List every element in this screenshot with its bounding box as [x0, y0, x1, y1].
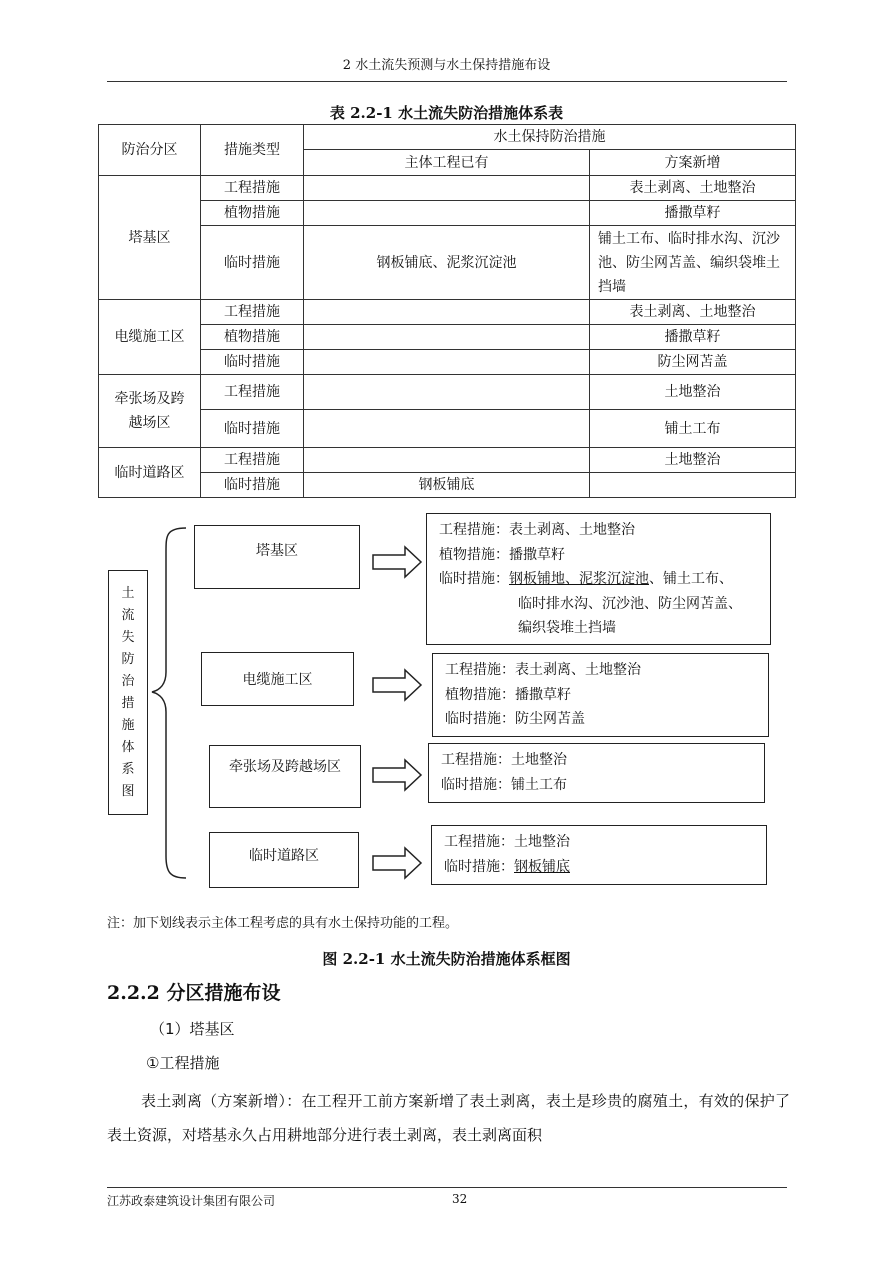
measures-box-tension	[428, 743, 765, 803]
table-cell-zone: 临时道路区	[99, 448, 201, 498]
arrow-icon	[373, 547, 421, 577]
table-cell-type: 工程措施	[201, 176, 304, 201]
table-cell-new: 表土剥离、土地整治	[590, 176, 796, 201]
root-char: 流	[121, 607, 135, 623]
root-char: 治	[121, 673, 135, 689]
table-cell-type: 临时措施	[201, 226, 304, 300]
underlined-existing: 钢板铺地、泥浆沉淀池	[509, 571, 649, 587]
measures-box-road	[431, 825, 767, 885]
measure-temporary: 临时措施：防尘网苫盖	[445, 711, 585, 727]
measure-engineering: 工程措施：表土剥离、土地整治	[439, 522, 635, 538]
table-cell-existing: 钢板铺底、泥浆沉淀池	[304, 226, 590, 300]
table-cell-type: 临时措施	[201, 350, 304, 375]
subsection-heading: （1）塔基区	[150, 1020, 235, 1038]
subsubsection-heading: ①工程措施	[146, 1054, 220, 1072]
footer-divider	[107, 1187, 787, 1188]
zone-label: 塔基区	[256, 543, 298, 559]
measure-plant: 植物措施：播撒草籽	[439, 546, 565, 563]
table-cell-new: 土地整治	[590, 448, 796, 473]
table-cell-new: 表土剥离、土地整治	[590, 300, 796, 325]
measure-engineering: 工程措施：土地整治	[444, 834, 570, 850]
table-header-existing: 主体工程已有	[304, 150, 590, 176]
table-header-type: 措施类型	[201, 125, 304, 176]
arrow-icon	[373, 760, 421, 790]
figure-note: 注：加下划线表示主体工程考虑的具有水土保持功能的工程。	[107, 916, 459, 931]
arrow-icon	[373, 848, 421, 878]
root-char: 失	[121, 629, 135, 645]
measure-prefix: 临时措施：	[444, 858, 514, 875]
measure-plant: 植物措施：播撒草籽	[445, 686, 571, 703]
table-cell-existing: 钢板铺底	[304, 473, 590, 498]
measure-temporary	[439, 567, 758, 592]
table-title: 表 2.2-1 水土流失防治措施体系表	[329, 104, 564, 122]
table-header-zone: 防治分区	[99, 125, 201, 176]
footer-company: 江苏政泰建筑设计集团有限公司	[107, 1194, 276, 1208]
table-cell-type: 临时措施	[201, 473, 304, 498]
measure-temporary	[444, 855, 754, 880]
measure-prefix: 临时措施：	[439, 571, 509, 587]
figure-title: 图 2.2-1 水土流失防治措施体系框图	[322, 950, 571, 968]
root-char: 图	[121, 783, 135, 799]
measure-text: 、铺土工布、	[649, 571, 733, 587]
page-number: 32	[452, 1192, 468, 1206]
zone-label: 电缆施工区	[242, 672, 313, 688]
table-cell-type: 工程措施	[201, 448, 304, 473]
table-cell-type: 植物措施	[201, 201, 304, 226]
zone-label: 牵张场及跨越场区	[229, 758, 341, 775]
running-header: 2 水土流失预测与水土保持措施布设	[342, 58, 551, 73]
table-cell-new: 铺土工布、临时排水沟、沉沙池、防尘网苫盖、编织袋堆土挡墙	[590, 226, 796, 300]
measure-temporary-cont: 临时排水沟、沉沙池、防尘网苫盖、	[518, 595, 742, 612]
zone-label: 临时道路区	[249, 848, 319, 864]
root-char: 系	[121, 761, 135, 777]
measure-engineering: 工程措施：土地整治	[441, 752, 567, 768]
measure-temporary-cont: 编织袋堆土挡墙	[518, 620, 616, 636]
table-cell-zone: 牵张场及跨越场区	[99, 375, 201, 448]
zone-box-tension	[209, 745, 361, 808]
table-cell-new: 播撒草籽	[590, 201, 796, 226]
body-paragraph: 表土剥离（方案新增）：在工程开工前方案新增了表土剥离，表土是珍贵的腐殖土，有效的保护了表土资源，对塔基永久占用耕地部分进行表土剥离，表土剥离面积	[107, 1092, 790, 1144]
root-char: 体	[121, 739, 135, 755]
table-cell-new: 播撒草籽	[590, 325, 796, 350]
table-cell-type: 工程措施	[201, 300, 304, 325]
table-cell-new: 防尘网苫盖	[590, 350, 796, 375]
underlined-existing: 钢板铺底	[514, 858, 570, 875]
root-char: 施	[121, 717, 135, 733]
measure-temporary: 临时措施：铺土工布	[441, 776, 567, 793]
table-cell-new: 铺土工布	[590, 410, 796, 448]
measure-engineering: 工程措施：表土剥离、土地整治	[445, 662, 641, 678]
table-cell-type: 植物措施	[201, 325, 304, 350]
root-char: 防	[121, 651, 135, 667]
root-char: 措	[121, 695, 135, 711]
zone-box-tower	[194, 525, 360, 589]
table-cell-zone: 塔基区	[99, 176, 201, 300]
table-cell-zone: 电缆施工区	[99, 300, 201, 375]
measures-box-tower	[426, 513, 771, 645]
measures-box-cable	[432, 653, 769, 737]
section-heading: 2.2.2 分区措施布设	[107, 982, 281, 1004]
table-cell-type: 临时措施	[201, 410, 304, 448]
zone-box-road	[209, 832, 359, 888]
table-cell-type: 工程措施	[201, 375, 304, 410]
brace-icon	[152, 528, 186, 878]
root-char: 土	[121, 585, 135, 601]
zone-box-cable	[201, 652, 354, 706]
table-header-new: 方案新增	[590, 150, 796, 176]
table-cell-new: 土地整治	[590, 375, 796, 410]
table-header-group: 水土保持防治措施	[304, 125, 796, 150]
arrow-icon	[373, 670, 421, 700]
